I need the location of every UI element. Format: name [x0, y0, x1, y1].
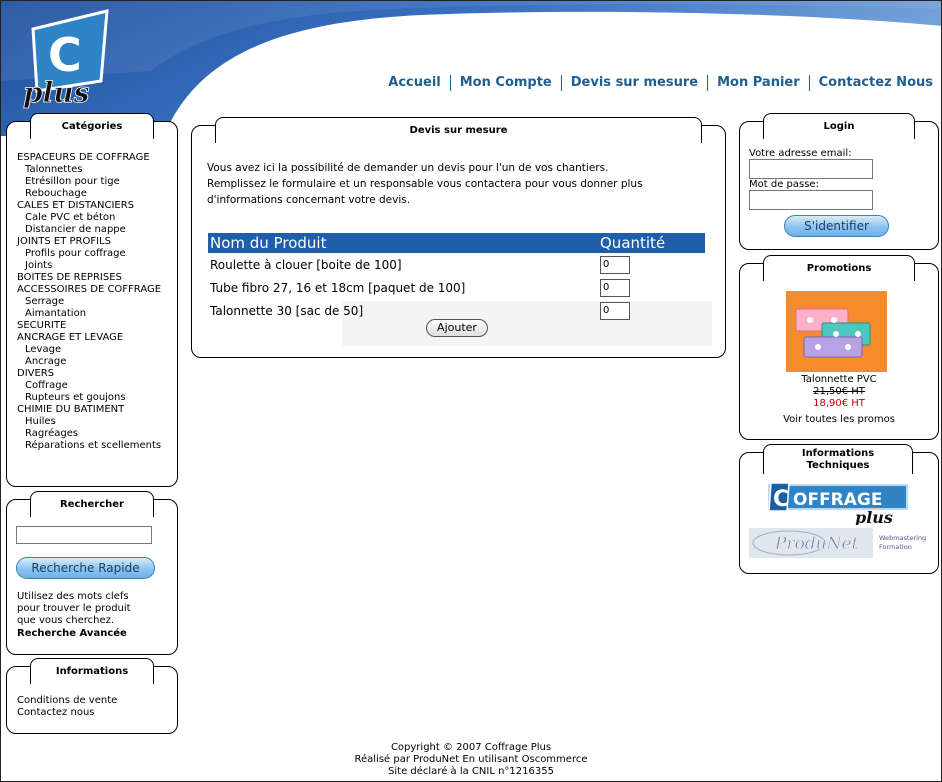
- category-item[interactable]: ACCESSOIRES DE COFFRAGE: [17, 284, 162, 295]
- subcategory-item[interactable]: Huiles: [25, 416, 56, 427]
- subcategory-item[interactable]: Profils pour coffrage: [25, 248, 126, 259]
- subcategory-item[interactable]: Cale PVC et béton: [25, 212, 116, 223]
- subcategory-item[interactable]: Levage: [25, 344, 62, 355]
- subcategory-item[interactable]: Etrésillon pour tige: [25, 176, 120, 187]
- password-field[interactable]: [749, 190, 873, 210]
- tech-logo-text: OFFRAGE: [793, 490, 883, 510]
- quick-search-button[interactable]: Recherche Rapide: [16, 557, 155, 579]
- subcategory-item[interactable]: Talonnettes: [25, 164, 83, 175]
- column-header-product: Nom du Produit: [208, 233, 598, 253]
- product-table: [208, 233, 705, 322]
- category-item[interactable]: ANCRAGE ET LEVAGE: [17, 332, 124, 343]
- logo-word: plus: [23, 76, 90, 109]
- category-item[interactable]: BOITES DE REPRISES: [17, 272, 122, 283]
- subcategory-item[interactable]: Rupteurs et goujons: [25, 392, 126, 403]
- tech-title-line1: Informations: [801, 448, 875, 459]
- quote-intro: Vous avez ici la possibilité de demander un devis pour l'un de vos chantiers. Remplissez le formulaire et un responsable vous contactera pour vous donner plus d'informations concernant votre devis.: [207, 162, 643, 206]
- informations-title: Informations: [30, 658, 154, 684]
- tech-logo-letter: C: [773, 487, 790, 512]
- logo-letter: C: [48, 28, 82, 82]
- subcategory-item[interactable]: Serrage: [25, 296, 65, 307]
- categories-box: [6, 121, 178, 487]
- site-logo[interactable]: [15, 9, 115, 109]
- category-item[interactable]: ESPACEURS DE COFFRAGE: [17, 152, 150, 163]
- subcategory-item[interactable]: Coffrage: [25, 380, 68, 391]
- advanced-search-link[interactable]: Recherche Avancée: [17, 628, 127, 639]
- tech-logo-word: plus: [855, 508, 893, 525]
- promo-new-price: 18,90€ HT: [813, 398, 865, 409]
- footer: [1, 742, 941, 778]
- email-field[interactable]: [749, 159, 873, 179]
- coffrage-plus-logo[interactable]: [767, 481, 911, 525]
- subcategory-item[interactable]: Réparations et scellements: [25, 440, 162, 451]
- nav-contact[interactable]: Contactez Nous: [818, 75, 933, 90]
- table-header-row: [208, 233, 705, 253]
- category-item[interactable]: SECURITE: [17, 320, 67, 331]
- login-button[interactable]: S'identifier: [784, 215, 889, 237]
- quantity-input[interactable]: [600, 279, 630, 297]
- see-all-promos-link[interactable]: Voir toutes les promos: [783, 414, 895, 425]
- login-title: Login: [763, 113, 915, 139]
- table-row: [208, 276, 705, 299]
- column-header-quantity: Quantité: [598, 233, 705, 253]
- tech-info-title: [763, 444, 913, 474]
- search-input[interactable]: [16, 526, 152, 544]
- product-name: Talonnette 30 [sac de 50]: [210, 303, 364, 318]
- quantity-input[interactable]: [600, 302, 630, 320]
- produnet-text: ProduNet: [775, 534, 859, 554]
- produnet-logo[interactable]: [749, 528, 929, 558]
- subcategory-item[interactable]: Aimantation: [25, 308, 87, 319]
- promotions-box: [739, 263, 939, 440]
- promo-old-price: 21,50€ HT: [813, 386, 865, 397]
- category-item[interactable]: CALES ET DISTANCIERS: [17, 200, 135, 211]
- search-help: Utilisez des mots clefs pour trouver le produit que vous cherchez.: [17, 591, 131, 626]
- password-label: Mot de passe:: [749, 179, 819, 190]
- tech-info-box: [739, 448, 939, 574]
- subcategory-item[interactable]: Ragréages: [25, 428, 79, 439]
- subcategory-item[interactable]: Joints: [25, 260, 53, 271]
- category-item[interactable]: CHIMIE DU BATIMENT: [17, 404, 125, 415]
- category-item[interactable]: JOINTS ET PROFILS: [17, 236, 111, 247]
- produnet-sub2: Formation: [879, 543, 912, 551]
- link-conditions-vente[interactable]: Conditions de vente: [17, 695, 118, 706]
- top-navigation: [379, 75, 935, 91]
- promotions-title: Promotions: [763, 255, 915, 281]
- promo-product-image[interactable]: [786, 291, 887, 372]
- login-box: [739, 121, 939, 250]
- subcategory-item[interactable]: Rebouchage: [25, 188, 87, 199]
- footer-credits: Réalisé par ProduNet En utilisant Oscommerce: [354, 754, 588, 765]
- tech-title-line2: Techniques: [806, 460, 870, 471]
- product-name: Roulette à clouer [boite de 100]: [210, 257, 402, 272]
- table-row: [208, 253, 705, 276]
- footer-cnil: Site déclaré à la CNIL n°1216355: [388, 766, 554, 777]
- search-title: Rechercher: [30, 491, 154, 517]
- email-label: Votre adresse email:: [749, 148, 852, 159]
- nav-mon-compte[interactable]: Mon Compte: [459, 75, 552, 90]
- subcategory-item[interactable]: Ancrage: [25, 356, 67, 367]
- link-contactez-nous[interactable]: Contactez nous: [17, 707, 95, 718]
- produnet-sub1: Webmastering: [879, 534, 927, 542]
- nav-devis[interactable]: Devis sur mesure: [570, 75, 699, 90]
- quantity-input[interactable]: [600, 256, 630, 274]
- nav-accueil[interactable]: Accueil: [388, 75, 441, 90]
- footer-copyright: Copyright © 2007 Coffrage Plus: [390, 742, 552, 753]
- quote-box: [191, 125, 726, 358]
- search-box: [6, 499, 178, 655]
- categories-title: Catégories: [30, 113, 154, 139]
- nav-mon-panier[interactable]: Mon Panier: [717, 75, 800, 90]
- category-item[interactable]: DIVERS: [17, 368, 55, 379]
- promo-product-name[interactable]: Talonnette PVC: [801, 374, 877, 385]
- quote-title: Devis sur mesure: [215, 117, 702, 143]
- add-button[interactable]: Ajouter: [426, 319, 488, 337]
- product-name: Tube fibro 27, 16 et 18cm [paquet de 100]: [210, 280, 466, 295]
- subcategory-item[interactable]: Distancier de nappe: [25, 224, 126, 235]
- informations-box: [6, 666, 178, 734]
- category-list: [17, 152, 172, 452]
